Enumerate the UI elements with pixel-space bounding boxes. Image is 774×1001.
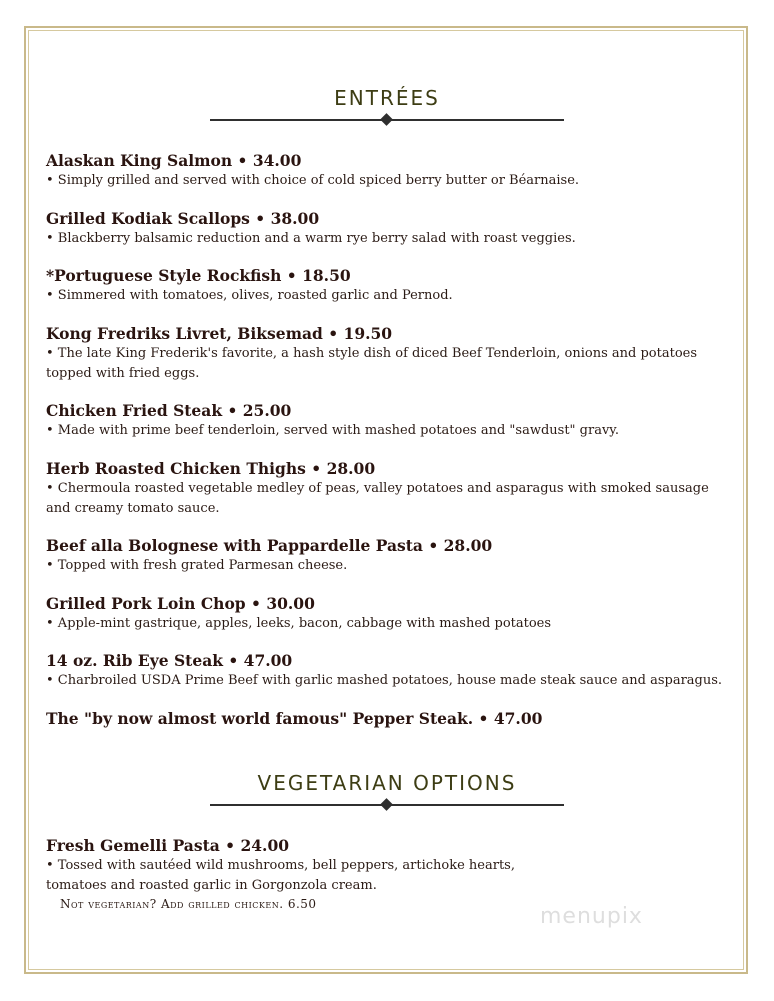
item-title: Fresh Gemelli Pasta • 24.00 [46,836,290,855]
menu-item-alaskan-king-salmon [46,151,726,191]
item-description: • Simply grilled and served with choice of cold spiced berry butter or Béarnaise. [46,173,580,188]
item-description-line-1: • Tossed with sautéed wild mushrooms, bell peppers, artichoke hearts, [46,858,515,873]
item-title: Herb Roasted Chicken Thighs • 28.00 [46,459,376,478]
item-title: *Portuguese Style Rockfish • 18.50 [46,266,351,285]
menu-item-rib-eye-steak [46,651,726,691]
item-description: • The late King Frederik's favorite, a hash style dish of diced Beef Tenderloin, onions and potatoes topped with fried eggs. [46,346,698,381]
item-title: The "by now almost world famous" Pepper Steak. • 47.00 [46,709,543,728]
item-description: • Topped with fresh grated Parmesan cheese. [46,558,348,573]
item-description: • Chermoula roasted vegetable medley of peas, valley potatoes and asparagus with smoked sausage and creamy tomato sauce. [46,481,709,516]
item-description: • Charbroiled USDA Prime Beef with garlic mashed potatoes, house made steak sauce and asparagus. [46,673,723,688]
menu-item-grilled-pork-loin-chop [46,594,726,634]
menu-item-portuguese-style-rockfish [46,266,726,306]
menu-item-beef-alla-bolognese [46,536,726,576]
item-description: • Apple-mint gastrique, apples, leeks, bacon, cabbage with mashed potatoes [46,616,552,631]
watermark-logo: menupix [540,904,643,929]
item-description-line-2: tomatoes and roasted garlic in Gorgonzola cream. [46,878,377,893]
item-title: Alaskan King Salmon • 34.00 [46,151,302,170]
menu-item-chicken-fried-steak [46,401,726,441]
item-title: Chicken Fried Steak • 25.00 [46,401,292,420]
entrees-heading: ENTRÉES [334,86,440,110]
menu-item-grilled-kodiak-scallops [46,209,726,249]
menu-item-herb-roasted-chicken-thighs [46,459,726,519]
item-title: Beef alla Bolognese with Pappardelle Pasta • 28.00 [46,536,493,555]
menu-item-fresh-gemelli-pasta [46,836,726,896]
vegetarian-heading: VEGETARIAN OPTIONS [257,771,517,795]
menu-item-pepper-steak [46,709,726,729]
item-title: Kong Fredriks Livret, Biksemad • 19.50 [46,324,393,343]
item-title: 14 oz. Rib Eye Steak • 47.00 [46,651,293,670]
menu-item-kong-fredriks-livret [46,324,726,384]
add-chicken-note: Not vegetarian? Add grilled chicken. 6.50 [60,897,317,911]
item-title: Grilled Pork Loin Chop • 30.00 [46,594,315,613]
item-description: • Blackberry balsamic reduction and a warm rye berry salad with roast veggies. [46,231,576,246]
item-description: • Made with prime beef tenderloin, served with mashed potatoes and "sawdust" gravy. [46,423,620,438]
item-title: Grilled Kodiak Scallops • 38.00 [46,209,320,228]
item-description: • Simmered with tomatoes, olives, roasted garlic and Pernod. [46,288,453,303]
